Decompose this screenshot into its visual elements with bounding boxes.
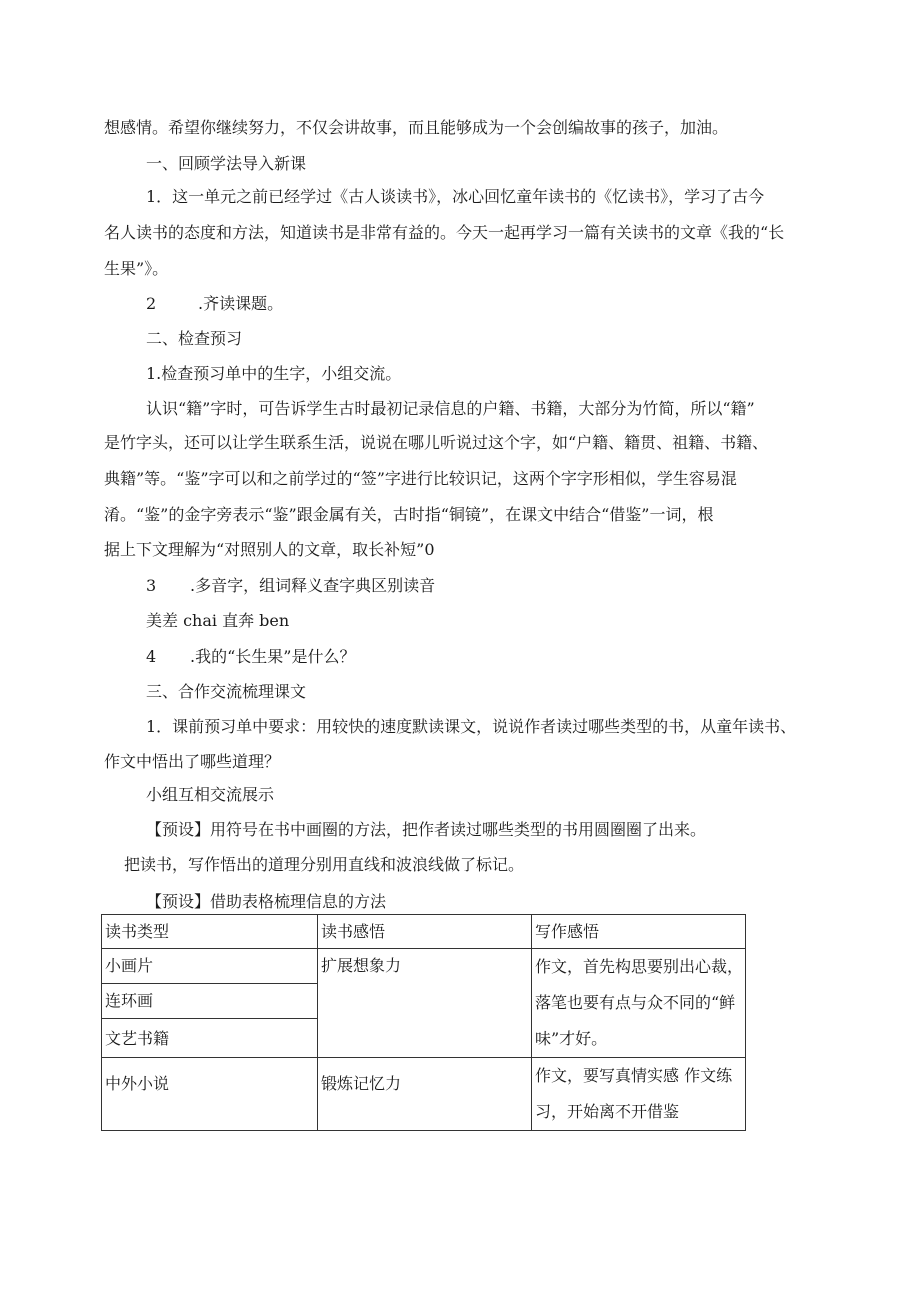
writing-cell: 作文，要写真情实感 作文练习，开始离不开借鉴 xyxy=(532,1058,746,1131)
writing-cell: 作文，首先构思要别出心裁，落笔也要有点与众不同的“鲜味”才好。 xyxy=(532,949,746,1058)
table-header-row xyxy=(102,915,746,949)
paragraph-line: 小组互相交流展示 xyxy=(146,785,275,804)
table-row xyxy=(102,1058,746,1131)
pinyin-line: 美差 chai 直奔 ben xyxy=(146,611,290,630)
table-caption: 【预设】借助表格梳理信息的方法 xyxy=(146,892,387,911)
reading-cell: 扩展想象力 xyxy=(318,949,532,1058)
list-item xyxy=(146,292,283,316)
type-item: 小画片 xyxy=(102,949,317,984)
paragraph-line: 淆。“鉴”的金字旁表示“鉴”跟金属有关，古时指“铜镜”，在课文中结合“借鉴”一词，根 xyxy=(104,505,714,524)
type-item: 文艺书籍 xyxy=(105,1029,170,1048)
section-heading-3: 三、合作交流梳理课文 xyxy=(146,682,307,701)
list-item xyxy=(146,574,435,598)
reading-table xyxy=(101,914,746,1131)
paragraph-line: 典籍”等。“鉴”字可以和之前学过的“签”字进行比较识记，这两个字字形相似，学生容易混 xyxy=(104,469,737,488)
paragraph-line: 【预设】用符号在书中画圈的方法，把作者读过哪些类型的书用圆圈圈了出来。 xyxy=(146,820,707,839)
paragraph-line: 生果”》。 xyxy=(104,259,169,278)
type-cell xyxy=(102,949,318,1058)
paragraph-line: 1.检查预习单中的生字，小组交流。 xyxy=(146,364,402,383)
list-text: .多音字，组词释义查字典区别读音 xyxy=(190,576,436,595)
paragraph-line: 1．这一单元之前已经学过《古人谈读书》，冰心回忆童年读书的《忆读书》，学习了古今 xyxy=(146,187,765,206)
reading-cell: 锻炼记忆力 xyxy=(318,1058,532,1131)
header-cell: 读书感悟 xyxy=(318,915,532,949)
list-number: 3 xyxy=(146,576,157,595)
list-text: .我的“长生果”是什么？ xyxy=(190,647,356,666)
paragraph-line: 作文中悟出了哪些道理？ xyxy=(104,752,281,771)
paragraph-line: 把读书，写作悟出的道理分别用直线和波浪线做了标记。 xyxy=(124,855,525,874)
section-heading-1: 一、回顾学法导入新课 xyxy=(146,154,307,173)
type-item: 连环画 xyxy=(102,984,317,1019)
paragraph-line: 认识“籍”字时，可告诉学生古时最初记录信息的户籍、书籍，大部分为竹简，所以“籍” xyxy=(146,399,755,418)
paragraph-line: 是竹字头，还可以让学生联系生活，说说在哪儿听说过这个字，如“户籍、籍贯、祖籍、书籍、 xyxy=(104,433,769,452)
paragraph-line: 名人读书的态度和方法，知道读书是非常有益的。今天一起再学习一篇有关读书的文章《我的“长 xyxy=(104,223,785,242)
list-number: 2 xyxy=(146,294,157,313)
list-text: .齐读课题。 xyxy=(198,294,284,313)
paragraph-line: 1．课前预习单中要求：用较快的速度默读课文，说说作者读过哪些类型的书，从童年读书、 xyxy=(146,717,797,736)
section-heading-2: 二、检查预习 xyxy=(146,329,243,348)
paragraph-line: 据上下文理解为“对照别人的文章，取长补短”0 xyxy=(104,540,435,559)
paragraph-line: 想感情。希望你继续努力，不仅会讲故事，而且能够成为一个会创编故事的孩子，加油。 xyxy=(104,118,729,137)
table-row xyxy=(102,949,746,1058)
header-cell: 读书类型 xyxy=(102,915,318,949)
header-cell: 写作感悟 xyxy=(532,915,746,949)
list-item xyxy=(146,645,355,669)
type-cell: 中外小说 xyxy=(102,1058,318,1131)
list-number: 4 xyxy=(146,647,157,666)
